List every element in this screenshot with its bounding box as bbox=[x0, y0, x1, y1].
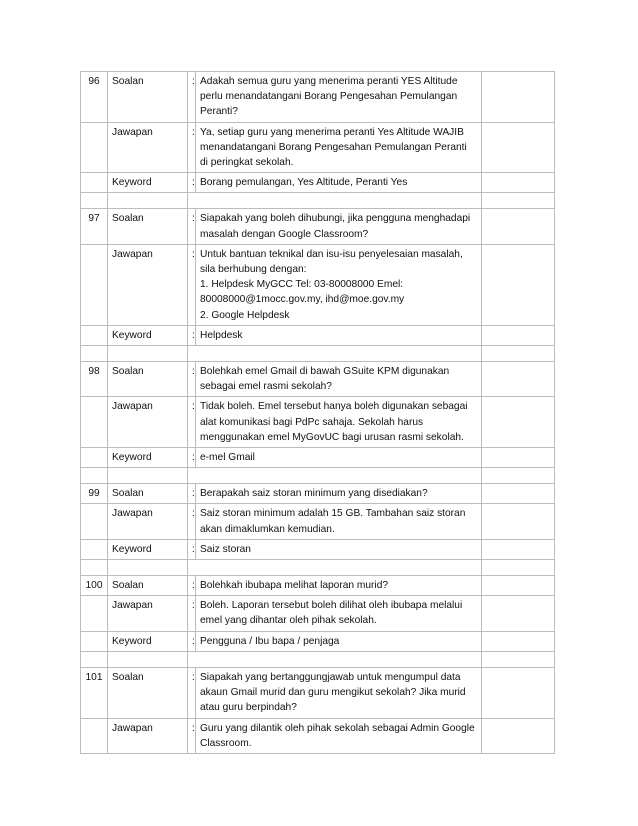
question-number bbox=[81, 244, 108, 325]
faq-row-jawapan bbox=[81, 596, 555, 631]
question-number: 99 bbox=[81, 484, 108, 504]
faq-row-soalan bbox=[81, 209, 555, 244]
empty-cell bbox=[482, 718, 555, 753]
spacer-row bbox=[81, 560, 555, 576]
spacer-cell bbox=[108, 560, 188, 576]
row-text: Saiz storan bbox=[196, 539, 482, 559]
spacer-cell bbox=[108, 651, 188, 667]
question-number bbox=[81, 718, 108, 753]
empty-cell bbox=[482, 596, 555, 631]
colon-separator: : bbox=[188, 397, 196, 448]
spacer-cell bbox=[81, 651, 108, 667]
empty-cell bbox=[482, 244, 555, 325]
colon-separator: : bbox=[188, 72, 196, 123]
colon-separator: : bbox=[188, 539, 196, 559]
row-text: Helpdesk bbox=[196, 325, 482, 345]
spacer-row bbox=[81, 193, 555, 209]
empty-cell bbox=[482, 362, 555, 397]
row-text: Siapakah yang bertanggungjawab untuk mengumpul data akaun Gmail murid dan guru mengikut sekolah? Jika murid atau guru berpindah? bbox=[196, 667, 482, 718]
question-number bbox=[81, 397, 108, 448]
spacer-row bbox=[81, 346, 555, 362]
spacer-cell bbox=[81, 560, 108, 576]
colon-separator: : bbox=[188, 504, 196, 539]
spacer-cell bbox=[196, 651, 482, 667]
faq-row-jawapan bbox=[81, 718, 555, 753]
empty-cell bbox=[482, 72, 555, 123]
row-label: Jawapan bbox=[108, 504, 188, 539]
spacer-cell bbox=[81, 468, 108, 484]
row-text: Saiz storan minimum adalah 15 GB. Tambahan saiz storan akan dimaklumkan kemudian. bbox=[196, 504, 482, 539]
colon-separator: : bbox=[188, 484, 196, 504]
row-label: Keyword bbox=[108, 325, 188, 345]
empty-cell bbox=[482, 504, 555, 539]
question-number bbox=[81, 122, 108, 173]
spacer-row bbox=[81, 651, 555, 667]
spacer-cell bbox=[81, 193, 108, 209]
colon-separator: : bbox=[188, 122, 196, 173]
faq-row-soalan bbox=[81, 72, 555, 123]
spacer-cell bbox=[188, 651, 196, 667]
row-text: Guru yang dilantik oleh pihak sekolah sebagai Admin Google Classroom. bbox=[196, 718, 482, 753]
row-label: Soalan bbox=[108, 667, 188, 718]
faq-row-keyword bbox=[81, 539, 555, 559]
spacer-cell bbox=[188, 468, 196, 484]
colon-separator: : bbox=[188, 325, 196, 345]
faq-row-soalan bbox=[81, 362, 555, 397]
empty-cell bbox=[482, 397, 555, 448]
row-text: Untuk bantuan teknikal dan isu-isu penyelesaian masalah, sila berhubung dengan: 1. Helpdesk MyGCC Tel: 03-80008000 Emel: 80008000@1mocc.gov.my, ihd@moe.gov.my 2. Google Helpdesk bbox=[196, 244, 482, 325]
empty-cell bbox=[482, 539, 555, 559]
spacer-cell bbox=[482, 346, 555, 362]
spacer-cell bbox=[196, 346, 482, 362]
row-text: Ya, setiap guru yang menerima peranti Yes Altitude WAJIB menandatangani Borang Pengesahan Pemulangan Peranti di peringkat sekolah. bbox=[196, 122, 482, 173]
row-text: Bolehkah emel Gmail di bawah GSuite KPM digunakan sebagai emel rasmi sekolah? bbox=[196, 362, 482, 397]
colon-separator: : bbox=[188, 362, 196, 397]
row-text: Borang pemulangan, Yes Altitude, Peranti Yes bbox=[196, 173, 482, 193]
row-text: Bolehkah ibubapa melihat laporan murid? bbox=[196, 576, 482, 596]
row-label: Soalan bbox=[108, 484, 188, 504]
faq-table bbox=[80, 71, 555, 754]
question-number: 101 bbox=[81, 667, 108, 718]
spacer-cell bbox=[108, 346, 188, 362]
faq-table-body bbox=[81, 72, 555, 754]
row-label: Keyword bbox=[108, 539, 188, 559]
spacer-cell bbox=[108, 468, 188, 484]
empty-cell bbox=[482, 173, 555, 193]
colon-separator: : bbox=[188, 209, 196, 244]
empty-cell bbox=[482, 667, 555, 718]
empty-cell bbox=[482, 576, 555, 596]
spacer-cell bbox=[108, 193, 188, 209]
faq-row-soalan bbox=[81, 576, 555, 596]
empty-cell bbox=[482, 122, 555, 173]
row-label: Soalan bbox=[108, 209, 188, 244]
row-label: Soalan bbox=[108, 72, 188, 123]
colon-separator: : bbox=[188, 173, 196, 193]
faq-row-jawapan bbox=[81, 504, 555, 539]
colon-separator: : bbox=[188, 667, 196, 718]
spacer-cell bbox=[482, 468, 555, 484]
spacer-cell bbox=[482, 193, 555, 209]
question-number bbox=[81, 448, 108, 468]
faq-row-keyword bbox=[81, 173, 555, 193]
question-number bbox=[81, 631, 108, 651]
row-label: Keyword bbox=[108, 448, 188, 468]
faq-row-keyword bbox=[81, 448, 555, 468]
row-text: Tidak boleh. Emel tersebut hanya boleh digunakan sebagai alat komunikasi bagi PdPc sahaja. Sekolah harus menggunakan emel MyGovUC bagi urusan rasmi sekolah. bbox=[196, 397, 482, 448]
colon-separator: : bbox=[188, 718, 196, 753]
question-number bbox=[81, 325, 108, 345]
faq-row-jawapan bbox=[81, 397, 555, 448]
row-text: Boleh. Laporan tersebut boleh dilihat oleh ibubapa melalui emel yang dihantar oleh pihak sekolah. bbox=[196, 596, 482, 631]
colon-separator: : bbox=[188, 448, 196, 468]
row-text: Berapakah saiz storan minimum yang disediakan? bbox=[196, 484, 482, 504]
colon-separator: : bbox=[188, 631, 196, 651]
question-number bbox=[81, 173, 108, 193]
question-number: 96 bbox=[81, 72, 108, 123]
question-number bbox=[81, 539, 108, 559]
row-label: Keyword bbox=[108, 631, 188, 651]
row-label: Keyword bbox=[108, 173, 188, 193]
question-number bbox=[81, 504, 108, 539]
spacer-cell bbox=[81, 346, 108, 362]
spacer-cell bbox=[196, 560, 482, 576]
colon-separator: : bbox=[188, 576, 196, 596]
spacer-cell bbox=[482, 651, 555, 667]
spacer-cell bbox=[188, 346, 196, 362]
question-number: 100 bbox=[81, 576, 108, 596]
faq-row-jawapan bbox=[81, 122, 555, 173]
row-label: Jawapan bbox=[108, 122, 188, 173]
row-text: Adakah semua guru yang menerima peranti YES Altitude perlu menandatangani Borang Pengesahan Pemulangan Peranti? bbox=[196, 72, 482, 123]
row-label: Jawapan bbox=[108, 244, 188, 325]
row-label: Jawapan bbox=[108, 596, 188, 631]
faq-row-soalan bbox=[81, 484, 555, 504]
empty-cell bbox=[482, 325, 555, 345]
empty-cell bbox=[482, 631, 555, 651]
spacer-row bbox=[81, 468, 555, 484]
row-label: Jawapan bbox=[108, 718, 188, 753]
row-text: e-mel Gmail bbox=[196, 448, 482, 468]
spacer-cell bbox=[196, 193, 482, 209]
faq-row-jawapan bbox=[81, 244, 555, 325]
spacer-cell bbox=[188, 193, 196, 209]
spacer-cell bbox=[188, 560, 196, 576]
row-label: Soalan bbox=[108, 576, 188, 596]
faq-row-keyword bbox=[81, 631, 555, 651]
faq-row-keyword bbox=[81, 325, 555, 345]
question-number: 97 bbox=[81, 209, 108, 244]
empty-cell bbox=[482, 448, 555, 468]
row-label: Soalan bbox=[108, 362, 188, 397]
colon-separator: : bbox=[188, 596, 196, 631]
row-text: Siapakah yang boleh dihubungi, jika pengguna menghadapi masalah dengan Google Classroom? bbox=[196, 209, 482, 244]
spacer-cell bbox=[196, 468, 482, 484]
row-label: Jawapan bbox=[108, 397, 188, 448]
question-number: 98 bbox=[81, 362, 108, 397]
faq-row-soalan bbox=[81, 667, 555, 718]
row-text: Pengguna / Ibu bapa / penjaga bbox=[196, 631, 482, 651]
question-number bbox=[81, 596, 108, 631]
colon-separator: : bbox=[188, 244, 196, 325]
spacer-cell bbox=[482, 560, 555, 576]
empty-cell bbox=[482, 484, 555, 504]
empty-cell bbox=[482, 209, 555, 244]
